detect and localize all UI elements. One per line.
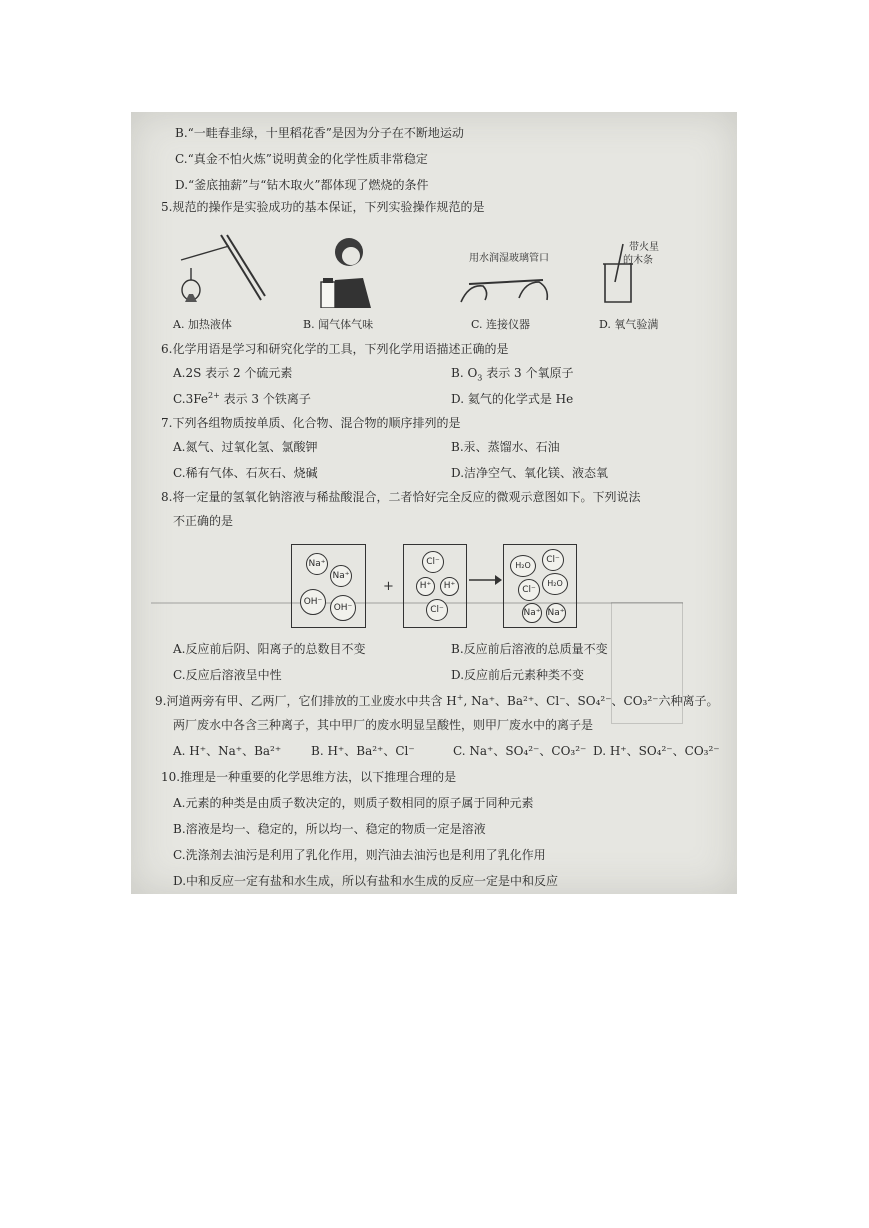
- smelling-gas-figure: [313, 230, 375, 308]
- h-ion: H⁺: [440, 577, 459, 596]
- q10-option-b: B.溶液是均一、稳定的，所以均一、稳定的物质一定是溶液: [173, 822, 486, 836]
- q9-option-b: B. H⁺、Ba²⁺、Cl⁻: [311, 744, 415, 758]
- na-ion: Na⁺: [522, 603, 542, 623]
- q9-option-c: C. Na⁺、SO₄²⁻、CO₃²⁻: [453, 744, 587, 758]
- q7-stem: 7.下列各组物质按单质、化合物、混合物的顺序排列的是: [161, 416, 461, 430]
- q7-option-b: B.汞、蒸馏水、石油: [451, 440, 560, 454]
- water-molecule: H₂O: [542, 573, 568, 595]
- q8-option-c: C.反应后溶液呈中性: [173, 668, 282, 682]
- q8-option-a: A.反应前后阴、阳离子的总数目不变: [173, 642, 366, 656]
- figure-c-caption: C. 连接仪器: [471, 318, 531, 331]
- q6-option-a: A.2S 表示 2 个硫元素: [173, 366, 293, 380]
- cl-ion: Cl⁻: [542, 549, 564, 571]
- q8-stem-2: 不正确的是: [173, 514, 234, 528]
- q7-option-c: C.稀有气体、石灰石、烧碱: [173, 466, 318, 480]
- figure-b-caption: B. 闻气体气味: [303, 318, 374, 331]
- q10-option-d: D.中和反应一定有盐和水生成，所以有盐和水生成的反应一定是中和反应: [173, 874, 559, 888]
- q6-option-b: B. $O_3$ 表示 3 个氧原子: [451, 366, 574, 383]
- cl-ion: Cl⁻: [518, 579, 540, 601]
- q9-option-a: A. H⁺、Na⁺、Ba²⁺: [173, 744, 282, 758]
- q9-stem-2: 两厂废水中各含三种离子，其中甲厂的废水明显呈酸性，则甲厂废水中的离子是: [173, 718, 594, 732]
- water-molecule: H₂O: [510, 555, 536, 577]
- q9-option-d: D. H⁺、SO₄²⁻、CO₃²⁻: [593, 744, 720, 758]
- q10-option-c: C.洗涤剂去油污是利用了乳化作用，则汽油去油污也是利用了乳化作用: [173, 848, 546, 862]
- q6-option-c: $C.3Fe^{2+}$ 表示 3 个铁离子: [173, 391, 311, 406]
- h-ion: H⁺: [416, 577, 435, 596]
- na-ion: Na⁺: [546, 603, 566, 623]
- reaction-arrow: [469, 574, 503, 586]
- q5-stem: 5.规范的操作是实验成功的基本保证，下列实验操作规范的是: [161, 200, 485, 214]
- oh-ion: OH⁻: [330, 595, 356, 621]
- q4-option-d: D.“釜底抽薪”与“钻木取火”都体现了燃烧的条件: [175, 178, 429, 192]
- q10-stem: 10.推理是一种重要的化学思维方法，以下推理合理的是: [161, 770, 457, 784]
- figure-d-note-2: 的木条: [623, 255, 653, 266]
- q8-stem: 8.将一定量的氢氧化钠溶液与稀盐酸混合，二者恰好完全反应的微观示意图如下。下列说法: [161, 490, 641, 504]
- heating-liquid-figure: [171, 230, 271, 310]
- q7-option-a: A.氮气、过氧化氢、氯酸钾: [173, 440, 318, 454]
- figure-d-caption: D. 氧气验满: [599, 318, 659, 331]
- plus-sign: +: [383, 579, 394, 594]
- hcl-beaker: [403, 544, 467, 628]
- product-beaker: [503, 544, 577, 628]
- cl-ion: Cl⁻: [426, 599, 448, 621]
- q8-option-b: B.反应前后溶液的总质量不变: [451, 642, 608, 656]
- na-ion: Na⁺: [330, 565, 352, 587]
- q9-stem: 9.河道两旁有甲、乙两厂，它们排放的工业废水中共含 H+, Na⁺、Ba²⁺、Cl⁻、SO₄²⁻、CO₃²⁻六种离子。: [155, 693, 719, 708]
- q7-option-d: D.洁净空气、氧化镁、液态氧: [451, 466, 609, 480]
- oxygen-check-figure: [597, 242, 637, 308]
- figure-c-note: 用水润湿玻璃管口: [469, 253, 549, 264]
- oh-ion: OH⁻: [300, 589, 326, 615]
- cl-ion: Cl⁻: [422, 551, 444, 573]
- q8-option-d: D.反应前后元素种类不变: [451, 668, 585, 682]
- exam-page-photo: [131, 112, 737, 894]
- q6-stem: 6.化学用语是学习和研究化学的工具，下列化学用语描述正确的是: [161, 342, 509, 356]
- connecting-apparatus-figure: [459, 262, 551, 304]
- q4-option-b: B.“一畦春韭绿，十里稻花香”是因为分子在不断地运动: [175, 126, 464, 140]
- figure-a-caption: A. 加热液体: [173, 318, 232, 331]
- q6-option-d: D. 氦气的化学式是 He: [451, 392, 574, 406]
- na-ion: Na⁺: [306, 553, 328, 575]
- naoh-beaker: [291, 544, 366, 628]
- q4-option-c: C.“真金不怕火炼”说明黄金的化学性质非常稳定: [175, 152, 428, 166]
- figure-d-note-1: 带火星: [629, 242, 659, 253]
- q10-option-a: A.元素的种类是由质子数决定的，则质子数相同的原子属于同种元素: [173, 796, 534, 810]
